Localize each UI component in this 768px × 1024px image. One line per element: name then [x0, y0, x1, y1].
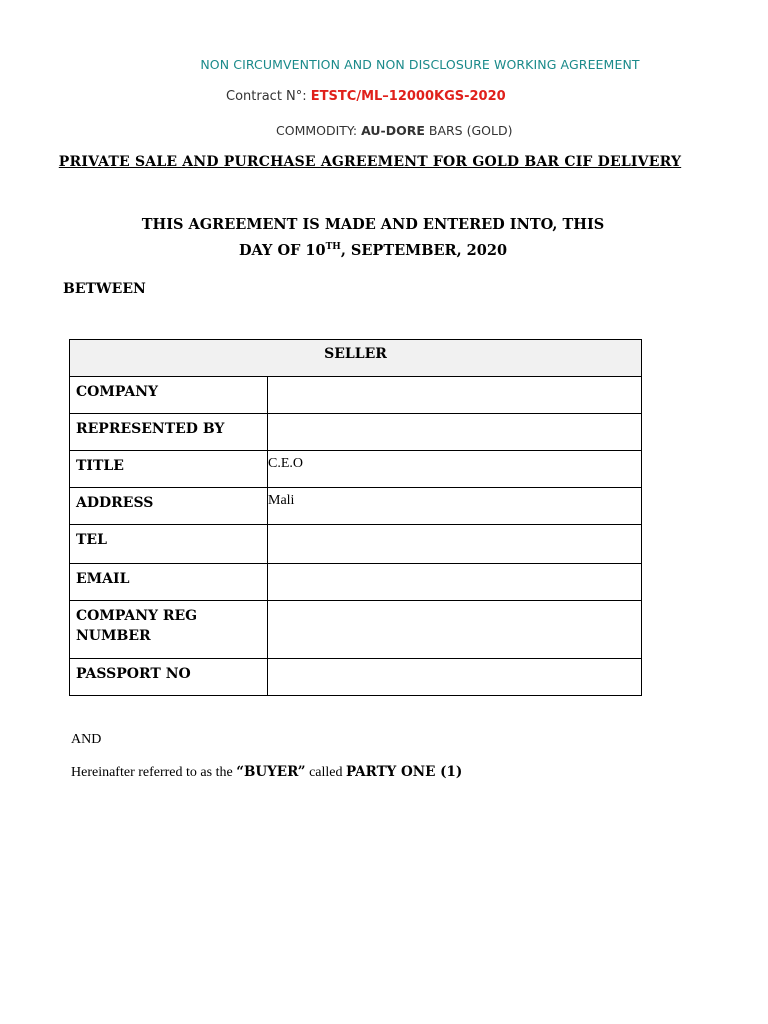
row-label-company-reg-number: COMPANY REG NUMBER	[70, 601, 268, 659]
row-value-tel	[268, 525, 642, 564]
date-suffix: , SEPTEMBER, 2020	[340, 242, 508, 259]
table-row	[70, 659, 642, 696]
and-label: AND	[71, 732, 102, 747]
table-row	[70, 414, 642, 451]
row-value-address: Mali	[268, 488, 642, 525]
agreement-title: PRIVATE SALE AND PURCHASE AGREEMENT FOR GOLD BAR CIF DELIVERY	[58, 154, 682, 170]
row-label-title: TITLE	[70, 451, 268, 488]
commodity-rest: BARS (GOLD)	[424, 123, 513, 138]
contract-number-line	[226, 89, 506, 104]
row-value-passport-no	[268, 659, 642, 696]
row-label-email: EMAIL	[70, 564, 268, 601]
row-label-passport-no: PASSPORT NO	[70, 659, 268, 696]
table-row	[70, 488, 642, 525]
row-value-represented-by	[268, 414, 642, 451]
row-value-email	[268, 564, 642, 601]
row-label-represented-by: REPRESENTED BY	[70, 414, 268, 451]
table-row	[70, 601, 642, 659]
date-prefix: DAY OF 10	[238, 242, 326, 259]
row-label-tel: TEL	[70, 525, 268, 564]
document-header-title: NON CIRCUMVENTION AND NON DISCLOSURE WORKING AGREEMENT	[200, 57, 640, 72]
contract-number: ETSTC/ML–12000KGS-2020	[310, 89, 506, 104]
buyer-party: PARTY ONE (1)	[346, 764, 463, 780]
buyer-term: “BUYER”	[236, 764, 306, 780]
date-superscript: TH	[325, 242, 341, 253]
seller-table-header: SELLER	[70, 340, 642, 377]
table-row	[70, 564, 642, 601]
between-label: BETWEEN	[63, 281, 146, 297]
agreement-made-line: THIS AGREEMENT IS MADE AND ENTERED INTO, THIS	[141, 216, 605, 233]
contract-label: Contract N°:	[226, 89, 311, 104]
commodity-line	[276, 123, 512, 138]
row-value-title: C.E.O	[268, 451, 642, 488]
seller-table	[69, 339, 642, 696]
buyer-reference-line	[71, 764, 462, 781]
table-row	[70, 525, 642, 564]
buyer-prefix: Hereinafter referred to as the	[71, 765, 237, 780]
commodity-bold: AU-DORE	[361, 123, 425, 138]
row-label-address: ADDRESS	[70, 488, 268, 525]
table-row	[70, 451, 642, 488]
buyer-middle: called	[305, 765, 346, 780]
commodity-label: COMMODITY:	[276, 123, 362, 138]
agreement-date-line	[0, 242, 746, 259]
row-label-company: COMPANY	[70, 377, 268, 414]
row-value-company-reg-number	[268, 601, 642, 659]
table-row	[70, 377, 642, 414]
row-value-company	[268, 377, 642, 414]
